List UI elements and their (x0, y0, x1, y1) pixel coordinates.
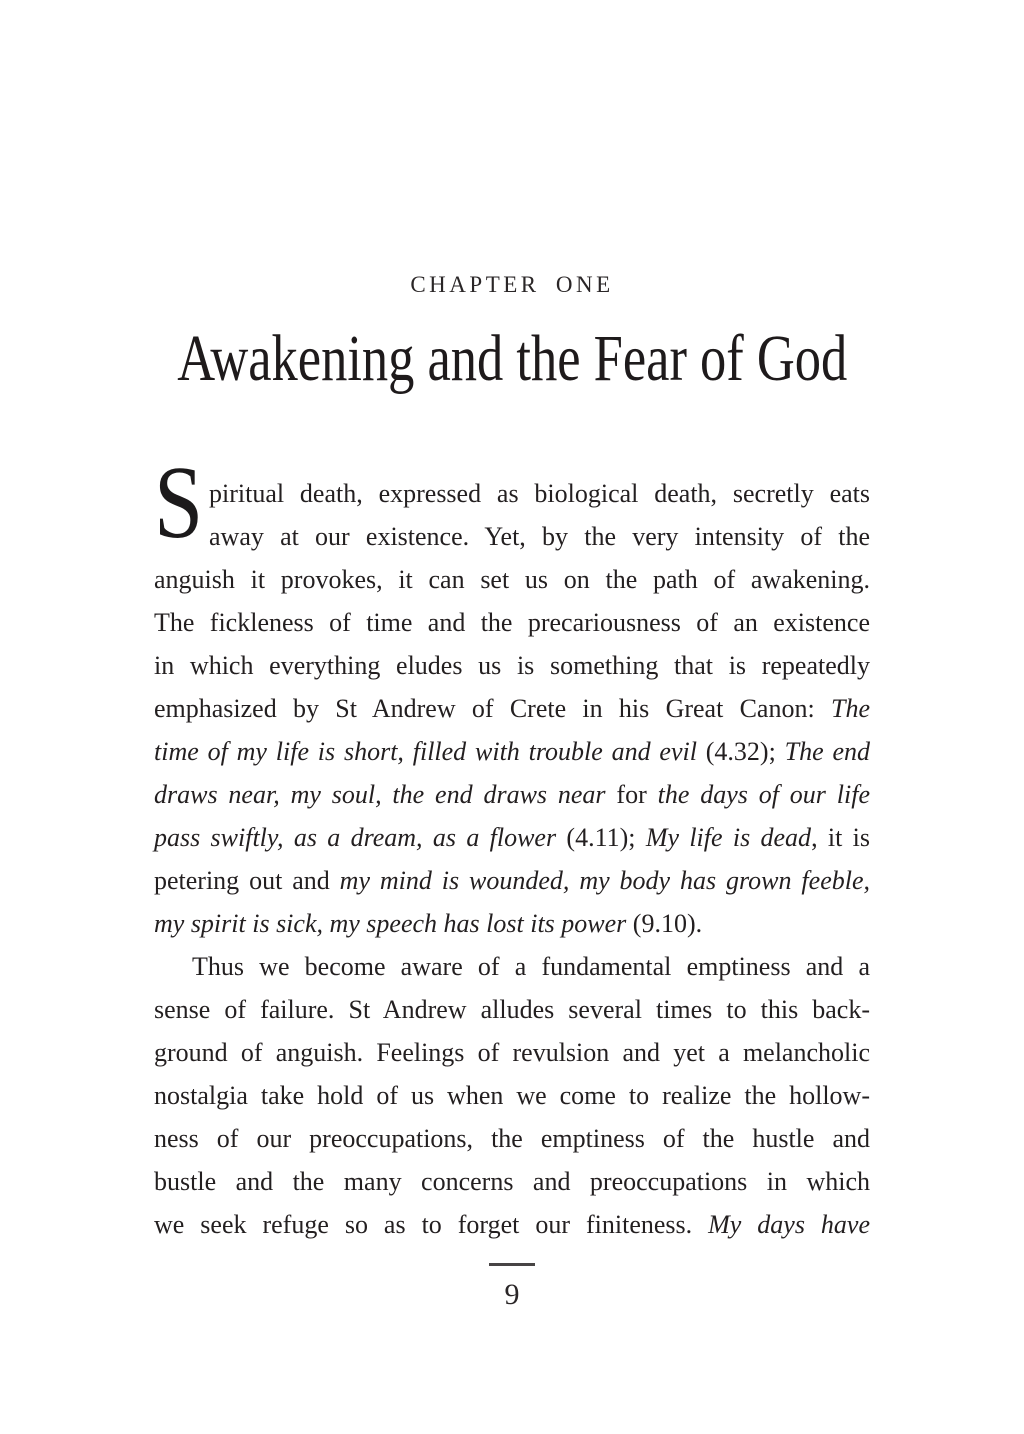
text-run: , it is (811, 823, 870, 852)
italic-run: pass swiftly, as a dream, as a flower (154, 823, 567, 852)
italic-run: time of my life is short, filled with trouble and evil (154, 737, 706, 766)
body-line (154, 859, 870, 902)
italic-run: My life is dead (645, 823, 812, 852)
chapter-title (0, 322, 1024, 395)
text-run: ground of anguish. Feelings of revulsion and yet a melancholic (154, 1038, 870, 1067)
chapter-title-text: Awakening and the Fear of God (177, 322, 847, 395)
text-run: anguish it provokes, it can set us on the path of awakening. (154, 565, 870, 594)
italic-run: the days of our life (657, 780, 870, 809)
chapter-label: CHAPTER ONE (410, 272, 614, 297)
text-run: away at our existence. Yet, by the very intensity of the (209, 522, 870, 551)
text-run: The fickleness of time and the precariousness of an existence (154, 608, 870, 637)
text-run: nostalgia take hold of us when we come to realize the hollow- (154, 1081, 870, 1110)
text-run: in which everything eludes us is something that is repeatedly (154, 651, 870, 680)
text-run: Thus we become aware of a fundamental emptiness and a (192, 952, 870, 981)
text-run: emphasized by St Andrew of Crete in his Great Canon: (154, 694, 831, 723)
text-run: ness of our preoccupations, the emptiness of the hustle and (154, 1124, 870, 1153)
body-line (154, 601, 870, 644)
text-run: petering out and (154, 866, 340, 895)
body-line (154, 515, 870, 558)
italic-run: my spirit is sick, my speech has lost its power (154, 909, 633, 938)
text-run: piritual death, expressed as biological death, secretly eats (209, 479, 870, 508)
body-line (154, 644, 870, 687)
body-line (154, 687, 870, 730)
body-line (154, 1160, 870, 1203)
text-run: for (616, 780, 658, 809)
italic-run: The (831, 694, 870, 723)
text-run: bustle and the many concerns and preoccupations in which (154, 1167, 870, 1196)
body-line (154, 472, 870, 515)
body-line (154, 1203, 870, 1246)
body-line (154, 1074, 870, 1117)
body-line (154, 1031, 870, 1074)
paragraph (154, 445, 871, 945)
page-number: 9 (504, 1278, 520, 1311)
body-line (154, 730, 870, 773)
italic-run: My days have (708, 1210, 870, 1239)
paragraph (154, 945, 870, 1246)
footer-rule (489, 1263, 535, 1266)
text-run: (4.11); (566, 823, 646, 852)
body-line (154, 1117, 870, 1160)
body-line (154, 945, 870, 988)
body-line (154, 558, 870, 601)
body-line (154, 902, 870, 945)
drop-cap: S (154, 445, 204, 560)
italic-run: my mind is wounded, my body has grown feeble, (339, 866, 870, 895)
italic-run: draws near, my soul, the end draws near (154, 780, 617, 809)
body-text (154, 445, 871, 1246)
text-run: sense of failure. St Andrew alludes several times to this back- (154, 995, 870, 1024)
text-run: (9.10). (632, 909, 703, 938)
body-line (154, 988, 870, 1031)
italic-run: The end (784, 737, 871, 766)
text-run: (4.32); (705, 737, 785, 766)
body-line (154, 773, 870, 816)
text-run: we seek refuge so as to forget our finiteness. (154, 1210, 709, 1239)
body-line (154, 816, 870, 859)
